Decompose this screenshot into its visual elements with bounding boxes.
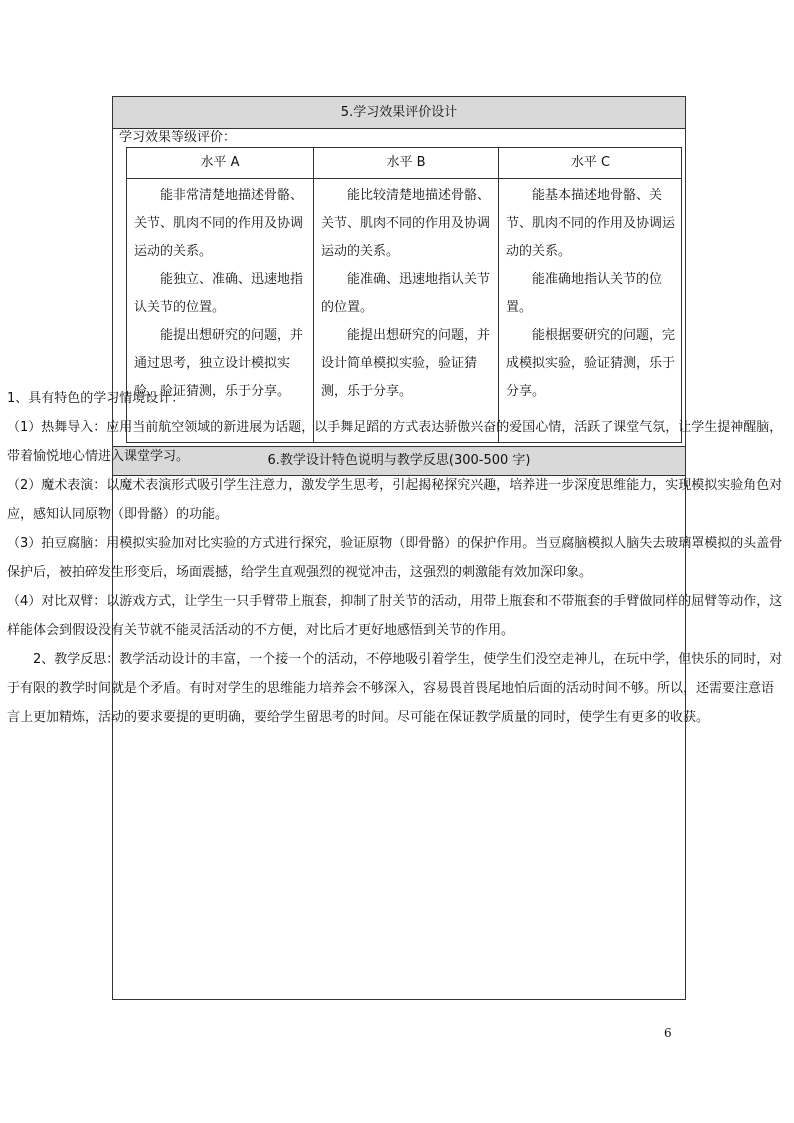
level-a-text: 能非常清楚地描述骨骼、关节、肌肉不同的作用及协调运动的关系。 <box>134 188 304 259</box>
level-b-text: 能提出想研究的问题，并设计简单模拟实验，验证猜测，乐于分享。 <box>321 328 491 399</box>
level-c-text: 能准确地指认关节的位置。 <box>506 272 663 315</box>
level-c-cell <box>499 179 682 406</box>
section6-paragraph: （4）对比双臂：以游戏方式，让学生一只手臂带上瓶套，抑制了肘关节的活动，用带上瓶套和不带瓶套的手臂做同样的屈臂等动作，这样能体会到假设没有关节就不能灵活活动的不方便，对比后才更好地感悟到关节的作用。 <box>7 594 783 638</box>
level-a-cell <box>127 179 313 406</box>
level-b-text: 能比较清楚地描述骨骼、关节、肌肉不同的作用及协调运动的关系。 <box>321 188 491 259</box>
page-number: 6 <box>664 1026 672 1040</box>
section6-title: 6.教学设计特色说明与教学反思(300-500 字) <box>113 446 685 476</box>
section6-paragraph: 2、教学反思：教学活动设计的丰富，一个接一个的活动，不停地吸引着学生，使学生们没空走神儿，在玩中学，但快乐的同时，对于有限的教学时间就是个矛盾。有时对学生的思维能力培养会不够深入，容易畏首畏尾地怕后面的活动时间不够。所以，还需要注意语言上更加精炼，活动的要求要提的更明确，要给学生留思考的时间。尽可能在保证教学质量的同时，使学生有更多的收获。 <box>7 652 783 725</box>
level-b-header: 水平 B <box>314 148 498 179</box>
section6-paragraph: 1、具有特色的学习情境设计： <box>7 391 185 406</box>
level-c-text: 能根据要研究的问题，完成模拟实验，验证猜测，乐于分享。 <box>506 328 676 399</box>
level-a-text: 能提出想研究的问题，并通过思考，独立设计模拟实验，验证猜测，乐于分享。 <box>134 328 304 399</box>
section6-paragraph: （2）魔术表演：以魔术表演形式吸引学生注意力，激发学生思考，引起揭秘探究兴趣，培养进一步深度思维能力，实现模拟实验角色对应，感知认同原物（即骨骼）的功能。 <box>7 478 783 522</box>
section5-title: 5.学习效果评价设计 <box>113 97 685 129</box>
section6-paragraph: （3）拍豆腐脑：用模拟实验加对比实验的方式进行探究，验证原物（即骨骼）的保护作用。当豆腐脑模拟人脑失去玻璃罩模拟的头盖骨保护后，被拍碎发生形变后，场面震撼，给学生直观强烈的视觉冲击，这强烈的刺激能有效加深印象。 <box>7 536 783 580</box>
section6-body <box>7 384 784 732</box>
level-a-header: 水平 A <box>127 148 313 179</box>
level-c-header: 水平 C <box>499 148 682 179</box>
section6-paragraph: （1）热舞导入：应用当前航空领域的新进展为话题，以手舞足蹈的方式表达骄傲兴奋的爱国心情，活跃了课堂气氛，让学生提神醒脑，带着愉悦地心情进入课堂学习。 <box>7 420 783 464</box>
section5-label: 学习效果等级评价： <box>119 130 237 145</box>
level-b-text: 能准确、迅速地指认关节的位置。 <box>321 272 491 315</box>
level-a-text: 能独立、准确、迅速地指认关节的位置。 <box>134 272 304 315</box>
level-b-cell <box>314 179 498 406</box>
level-c-text: 能基本描述地骨骼、关节、肌肉不同的作用及协调运动的关系。 <box>506 188 676 259</box>
